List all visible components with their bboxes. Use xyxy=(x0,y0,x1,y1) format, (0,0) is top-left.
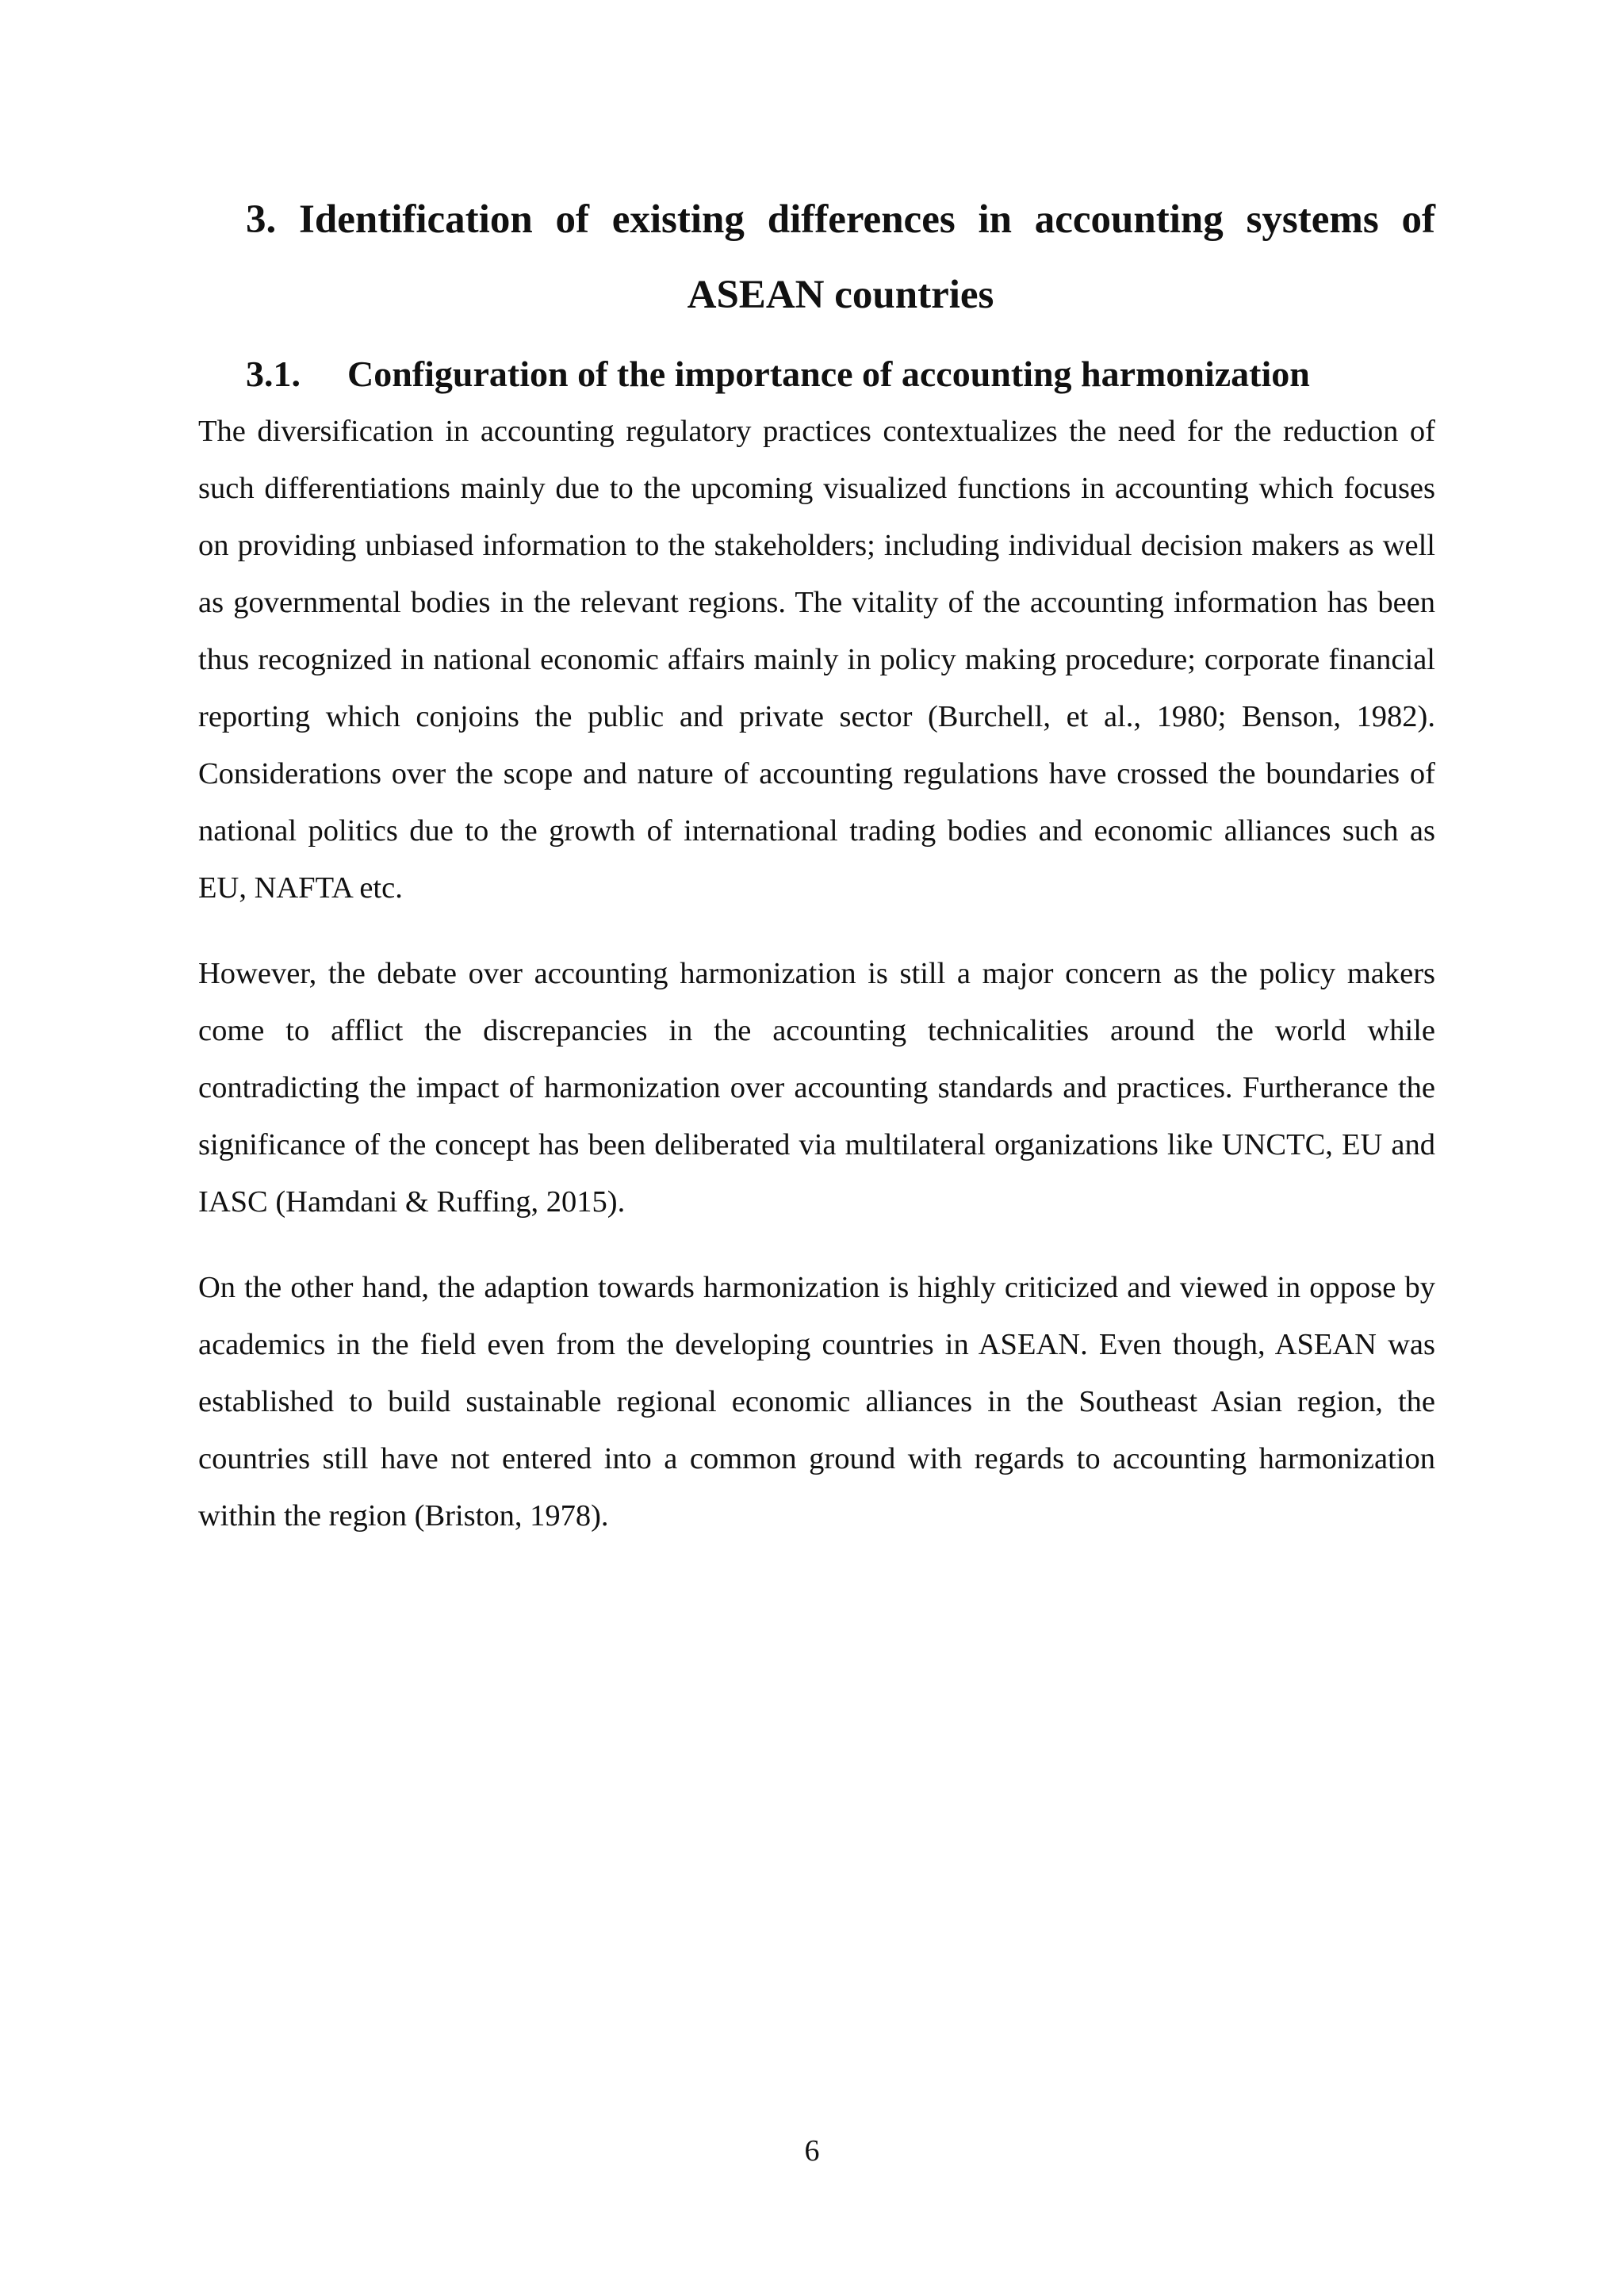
page-content xyxy=(198,182,1435,1573)
subsection-number: 3.1. xyxy=(246,354,301,394)
paragraph-3: On the other hand, the adaption towards harmonization is highly criticized and viewed in oppose by academics in the field even from the developing countries in ASEAN. Even though, ASEAN was established to build sustainable regional economic alliances in the Southeast Asian region, the countries still have not entered into a common ground with regards to accounting harmonization within the region (Briston, 1978). xyxy=(198,1271,1435,1533)
paragraph-1: The diversification in accounting regulatory practices contextualizes the need for the reduction of such differentiations mainly due to the upcoming visualized functions in accounting which focuses on providing unbiased information to the stakeholders; including individual decision makers as well as governmental bodies in the relevant regions. The vitality of the accounting information has been thus recognized in national economic affairs mainly in policy making procedure; corporate financial reporting which conjoins the public and private sector (Burchell, et al., 1980; Benson, 1982). Considerations over the scope and nature of accounting regulations have crossed the boundaries of national politics due to the growth of international trading bodies and economic alliances such as EU, NAFTA etc. xyxy=(198,415,1435,905)
paragraph-2: However, the debate over accounting harmonization is still a major concern as the policy makers come to afflict the discrepancies in the accounting technicalities around the world while contradicting the impact of harmonization over accounting standards and practices. Furtherance the significance of the concept has been deliberated via multilateral organizations like UNCTC, EU and IASC (Hamdani & Ruffing, 2015). xyxy=(198,957,1435,1219)
section-title: 3. Identification of existing differences in accounting systems of ASEAN countries xyxy=(246,197,1435,317)
subsection-title: Configuration of the importance of accounting harmonization xyxy=(347,354,1310,394)
page-number: 6 xyxy=(804,2134,820,2168)
subsection-heading xyxy=(246,350,1435,398)
